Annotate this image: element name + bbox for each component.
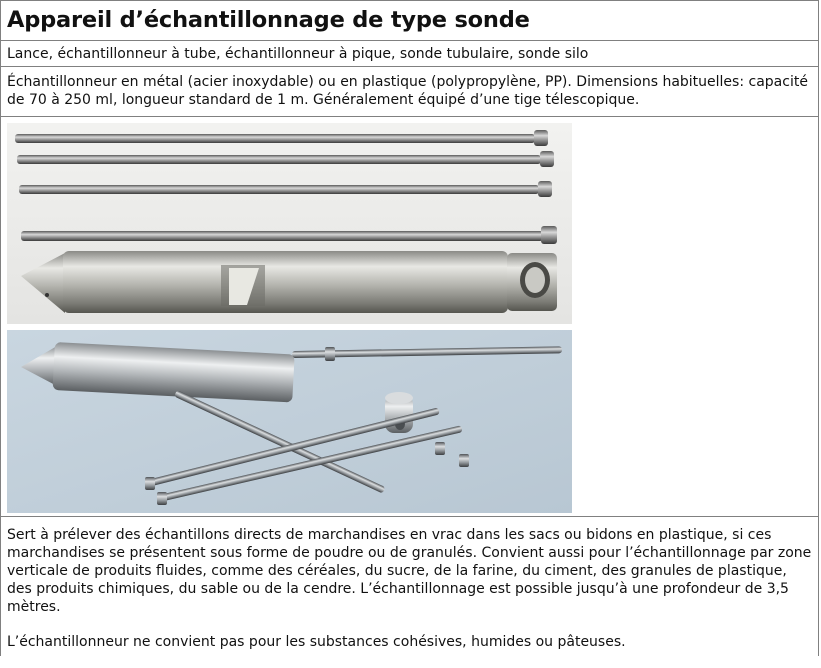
probe-photo-parts xyxy=(7,330,572,513)
usage-limitation-paragraph: L’échantillonneur ne convient pas pour les substances cohésives, humides ou pâteuses. xyxy=(7,634,626,650)
title-row xyxy=(1,1,818,41)
alternative-names: Lance, échantillonneur à tube, échantillonneur à pique, sonde tubulaire, sonde silo xyxy=(7,46,589,62)
usage-text xyxy=(7,526,814,668)
probe-cap xyxy=(385,392,413,433)
usage-row xyxy=(1,517,818,657)
description-row xyxy=(1,67,818,117)
probe-body xyxy=(21,251,557,313)
probe-photo-assembled xyxy=(7,123,572,324)
usage-paragraph: Sert à prélever des échantillons directs de marchandises en vrac dans les sacs ou bidons en plastique, si ces marchandises se présentent sous forme de poudre ou de granulés. Convient aussi pour l’échantillonnage par zone verticale de produits fluides, comme des céréales, du sucre, de la farine, du ciment, des granules de plastique, des produits chimiques, du sable ou de la cendre. L’échantillonnage est possible jusqu’à une profondeur de 3,5 mètres. xyxy=(7,527,812,615)
images-row xyxy=(1,117,818,517)
page-title: Appareil d’échantillonnage de type sonde xyxy=(7,7,530,33)
description: Échantillonneur en métal (acier inoxydable) ou en plastique (polypropylène, PP). Dimensions habituelles: capacité de 70 à 250 ml, longueur standard de 1 m. Généralement équipé d’une tige télescopique. xyxy=(7,74,808,108)
alternative-names-row xyxy=(1,41,818,67)
